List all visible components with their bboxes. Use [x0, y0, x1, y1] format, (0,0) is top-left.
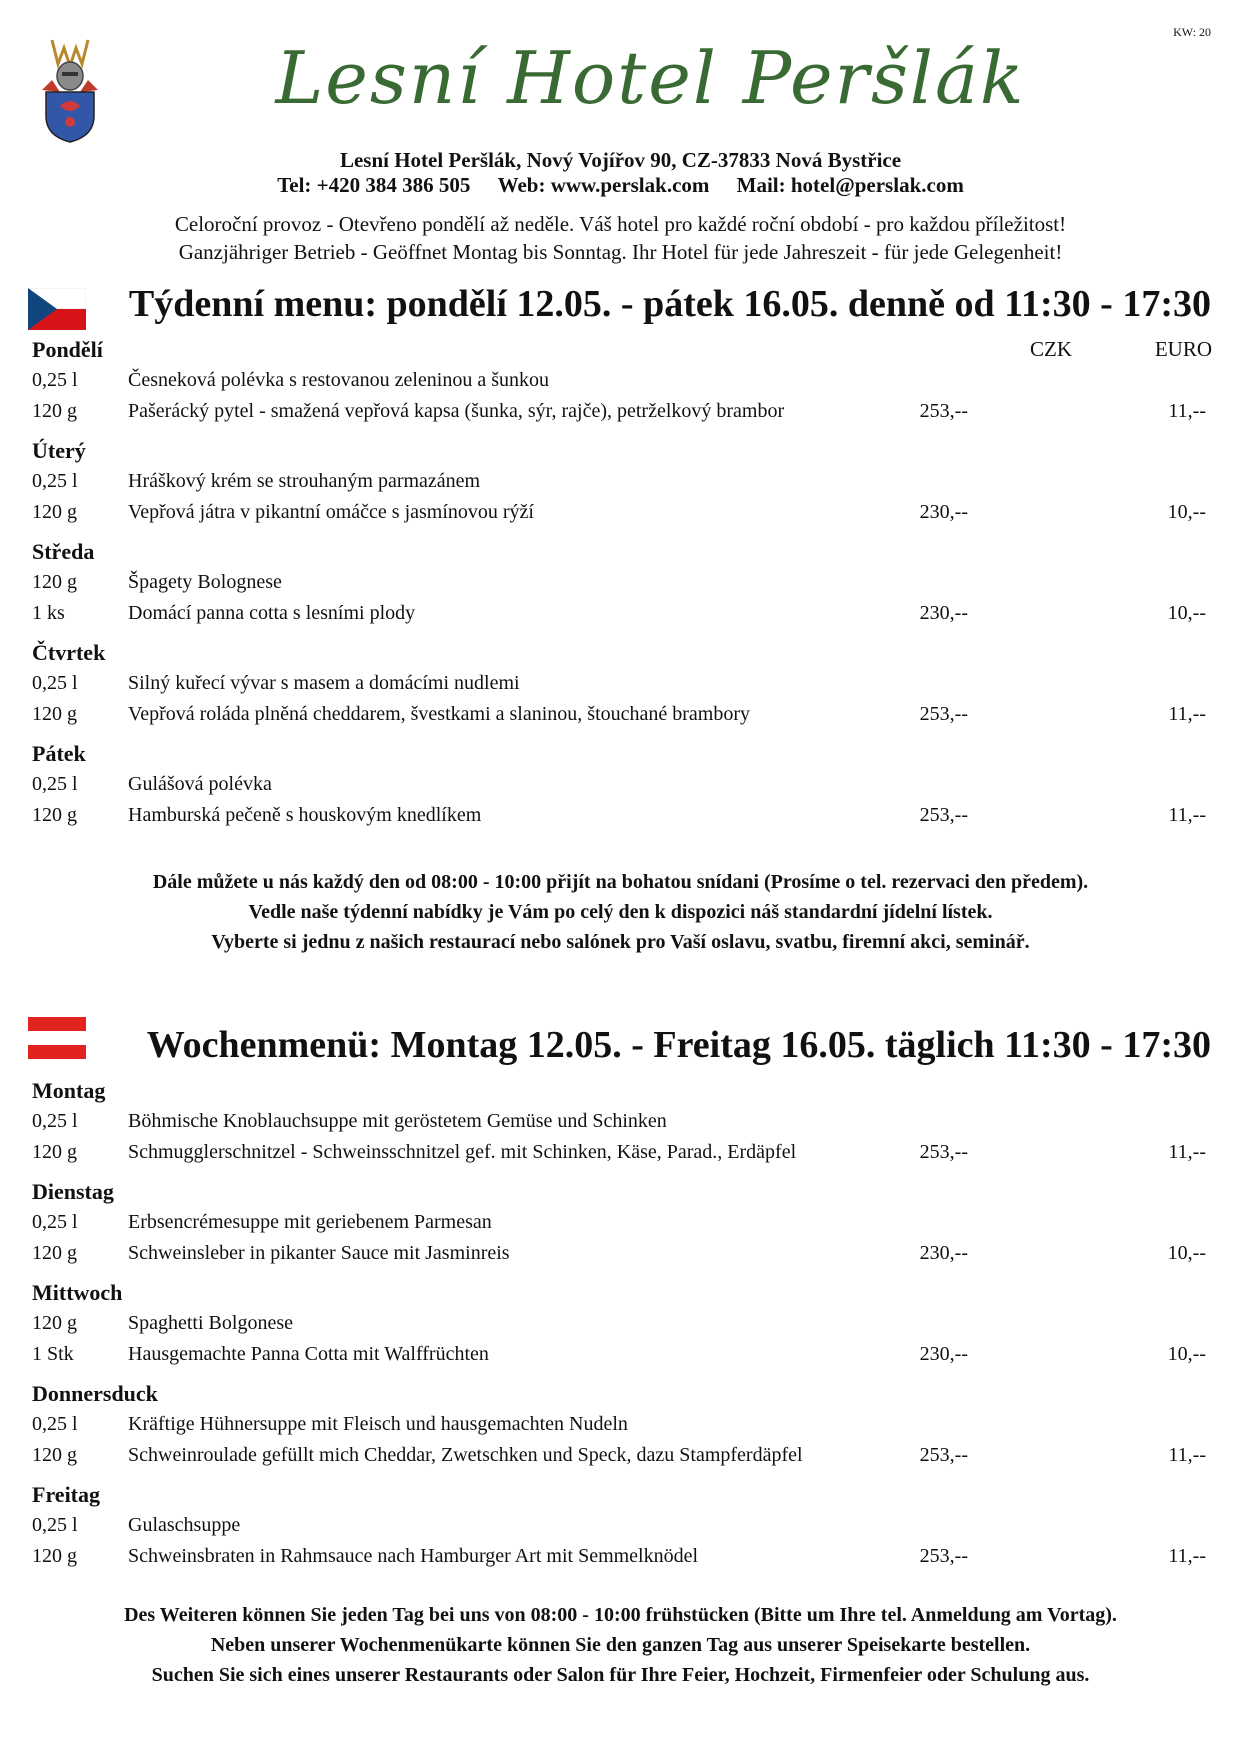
menu-item-eur: 11,-- — [1168, 804, 1206, 826]
menu-item-qty: 120 g — [32, 571, 77, 593]
column-euro: EURO — [1154, 337, 1212, 361]
note-line: Vyberte si jednu z našich restaurací nebo salónek pro Vaší oslavu, svatbu, firemní akci, seminář. — [211, 931, 1030, 953]
menu-item-row — [32, 804, 1212, 830]
hotel-mail: Mail: hotel@perslak.com — [736, 173, 964, 197]
calendar-week-label: KW: 20 — [1173, 25, 1211, 39]
menu-item-dish: Vepřová roláda plněná cheddarem, švestkami a slaninou, štouchané brambory — [128, 703, 751, 725]
menu-item-czk: 230,-- — [919, 501, 968, 523]
menu-item-czk: 253,-- — [919, 703, 968, 725]
menu-item-row — [32, 1211, 1212, 1237]
menu-item-qty: 120 g — [32, 703, 77, 725]
menu-item-qty: 0,25 l — [32, 1413, 78, 1435]
menu-item-eur: 11,-- — [1168, 1444, 1206, 1466]
menu-item-czk: 230,-- — [919, 1242, 968, 1264]
menu-item-row — [32, 1242, 1212, 1268]
menu-item-row — [32, 501, 1212, 527]
menu-item-row — [32, 1312, 1212, 1338]
menu-item-qty: 120 g — [32, 400, 77, 422]
menu-item-czk: 253,-- — [919, 400, 968, 422]
menu-item-czk: 230,-- — [919, 602, 968, 624]
note-line: Suchen Sie sich eines unserer Restaurants oder Salon für Ihre Feier, Hochzeit, Firmenfeier oder Schulung aus. — [151, 1664, 1090, 1686]
menu-day — [32, 1179, 1212, 1280]
menu-item-row — [32, 369, 1212, 395]
day-name: Úterý — [32, 438, 86, 463]
menu-item-dish: Schweinroulade gefüllt mich Cheddar, Zwetschken und Speck, dazu Stampferdäpfel — [128, 1444, 803, 1466]
menu-item-qty: 0,25 l — [32, 369, 78, 391]
menu-item-eur: 11,-- — [1168, 703, 1206, 725]
menu-item-qty: 120 g — [32, 804, 77, 826]
menu-item-qty: 120 g — [32, 1141, 77, 1163]
menu-item-dish: Vepřová játra v pikantní omáčce s jasmínovou rýží — [128, 501, 534, 523]
menu-item-dish: Schweinsbraten in Rahmsauce nach Hamburger Art mit Semmelknödel — [128, 1545, 699, 1567]
menu-item-qty: 0,25 l — [32, 672, 78, 694]
menu-day — [32, 1381, 1212, 1482]
menu-item-dish: Spaghetti Bolgonese — [128, 1312, 293, 1334]
day-name: Mittwoch — [32, 1280, 123, 1305]
menu-day — [32, 1280, 1212, 1381]
menu-item-row — [32, 773, 1212, 799]
menu-day — [32, 337, 1212, 438]
menu-item-eur: 11,-- — [1168, 1545, 1206, 1567]
menu-item-dish: Schmugglerschnitzel - Schweinsschnitzel gef. mit Schinken, Käse, Parad., Erdäpfel — [128, 1141, 797, 1163]
czech-flag-icon — [28, 288, 86, 330]
hotel-tel: Tel: +420 384 386 505 — [277, 173, 471, 197]
menu-day — [32, 539, 1212, 640]
menu-section-cz — [32, 337, 1212, 842]
menu-item-row — [32, 1413, 1212, 1439]
menu-item-row — [32, 1514, 1212, 1540]
intro-german: Ganzjähriger Betrieb - Geöffnet Montag bis Sonntag. Ihr Hotel für jede Jahreszeit - für jede Gelegenheit! — [178, 240, 1063, 264]
menu-item-row — [32, 571, 1212, 597]
notes-cz — [0, 867, 1241, 957]
note-line: Des Weiteren können Sie jeden Tag bei uns von 08:00 - 10:00 frühstücken (Bitte um Ihre tel. Anmeldung am Vortag). — [124, 1604, 1117, 1626]
hotel-contacts — [0, 173, 1241, 198]
menu-day — [32, 1078, 1212, 1179]
note-line: Dále můžete u nás každý den od 08:00 - 10:00 přijít na bohatou snídani (Prosíme o tel. rezervaci den předem). — [152, 871, 1089, 893]
day-name: Dienstag — [32, 1179, 114, 1204]
menu-item-row — [32, 1444, 1212, 1470]
notes-de — [0, 1600, 1241, 1690]
menu-item-row — [32, 1141, 1212, 1167]
menu-item-eur: 10,-- — [1167, 1343, 1206, 1365]
weekly-menu-headline-de: Wochenmenü: Montag 12.05. - Freitag 16.05. täglich 11:30 - 17:30 — [146, 1024, 1211, 1066]
menu-item-row — [32, 602, 1212, 628]
menu-item-dish: Schweinsleber in pikanter Sauce mit Jasminreis — [128, 1242, 510, 1264]
day-name: Pondělí — [32, 337, 103, 362]
menu-item-qty: 1 Stk — [32, 1343, 74, 1365]
hotel-address: Lesní Hotel Peršlák, Nový Vojířov 90, CZ-37833 Nová Bystřice — [339, 148, 902, 172]
menu-item-row — [32, 1545, 1212, 1571]
day-name: Donnersduck — [32, 1381, 158, 1406]
menu-item-czk: 253,-- — [919, 1141, 968, 1163]
menu-item-eur: 11,-- — [1168, 1141, 1206, 1163]
menu-item-eur: 10,-- — [1167, 1242, 1206, 1264]
menu-item-dish: Gulaschsuppe — [128, 1514, 241, 1536]
day-name: Středa — [32, 539, 95, 564]
menu-item-qty: 1 ks — [32, 602, 65, 624]
day-name: Freitag — [32, 1482, 101, 1507]
menu-day — [32, 741, 1212, 842]
note-line: Neben unserer Wochenmenükarte können Sie den ganzen Tag aus unserer Speisekarte bestellen. — [210, 1634, 1031, 1656]
note-line: Vedle naše týdenní nabídky je Vám po celý den k dispozici náš standardní jídelní lístek. — [248, 901, 993, 923]
menu-item-czk: 230,-- — [919, 1343, 968, 1365]
menu-item-qty: 120 g — [32, 1312, 77, 1334]
menu-item-dish: Böhmische Knoblauchsuppe mit geröstetem Gemüse und Schinken — [128, 1110, 667, 1132]
hotel-web: Web: www.perslak.com — [497, 173, 710, 197]
austrian-flag-icon — [28, 1017, 86, 1059]
menu-item-row — [32, 1110, 1212, 1136]
menu-item-dish: Hamburská pečeně s houskovým knedlíkem — [128, 804, 482, 826]
menu-item-dish: Erbsencrémesuppe mit geriebenem Parmesan — [128, 1211, 492, 1233]
menu-item-qty: 0,25 l — [32, 470, 78, 492]
hotel-logo-script: Lesní Hotel Peršlák — [275, 36, 1026, 120]
menu-item-dish: Pašerácký pytel - smažená vepřová kapsa (šunka, sýr, rajče), petrželkový brambor — [128, 400, 785, 422]
menu-item-row — [32, 672, 1212, 698]
column-czk: CZK — [1030, 337, 1072, 361]
menu-day — [32, 1482, 1212, 1583]
menu-item-qty: 0,25 l — [32, 773, 78, 795]
menu-item-czk: 253,-- — [919, 1545, 968, 1567]
menu-item-eur: 10,-- — [1167, 501, 1206, 523]
day-name: Montag — [32, 1078, 106, 1103]
menu-item-row — [32, 470, 1212, 496]
menu-day — [32, 640, 1212, 741]
menu-item-qty: 120 g — [32, 1242, 77, 1264]
menu-item-row — [32, 400, 1212, 426]
menu-item-dish: Špagety Bolognese — [128, 571, 282, 593]
menu-item-eur: 11,-- — [1168, 400, 1206, 422]
menu-item-dish: Česneková polévka s restovanou zeleninou a šunkou — [128, 369, 550, 391]
intro-czech: Celoroční provoz - Otevřeno pondělí až neděle. Váš hotel pro každé roční období - pro každou příležitost! — [174, 212, 1067, 236]
weekly-menu-headline-cz: Týdenní menu: pondělí 12.05. - pátek 16.05. denně od 11:30 - 17:30 — [128, 283, 1211, 325]
menu-item-qty: 0,25 l — [32, 1514, 78, 1536]
menu-item-row — [32, 703, 1212, 729]
menu-item-qty: 0,25 l — [32, 1211, 78, 1233]
menu-section-de — [32, 1078, 1212, 1583]
menu-item-dish: Hausgemachte Panna Cotta mit Walffrüchten — [128, 1343, 489, 1365]
day-name: Čtvrtek — [32, 640, 106, 665]
menu-item-qty: 120 g — [32, 1444, 77, 1466]
menu-item-dish: Hráškový krém se strouhaným parmazánem — [128, 470, 481, 492]
menu-item-czk: 253,-- — [919, 804, 968, 826]
menu-item-qty: 120 g — [32, 1545, 77, 1567]
menu-item-dish: Gulášová polévka — [128, 773, 272, 795]
menu-item-qty: 120 g — [32, 501, 77, 523]
menu-item-eur: 10,-- — [1167, 602, 1206, 624]
menu-item-dish: Domácí panna cotta s lesními plody — [128, 602, 416, 624]
menu-item-dish: Silný kuřecí vývar s masem a domácími nudlemi — [128, 672, 520, 694]
day-name: Pátek — [32, 741, 86, 766]
menu-day — [32, 438, 1212, 539]
menu-item-row — [32, 1343, 1212, 1369]
menu-item-qty: 0,25 l — [32, 1110, 78, 1132]
menu-item-dish: Kräftige Hühnersuppe mit Fleisch und hausgemachten Nudeln — [128, 1413, 628, 1435]
menu-item-czk: 253,-- — [919, 1444, 968, 1466]
